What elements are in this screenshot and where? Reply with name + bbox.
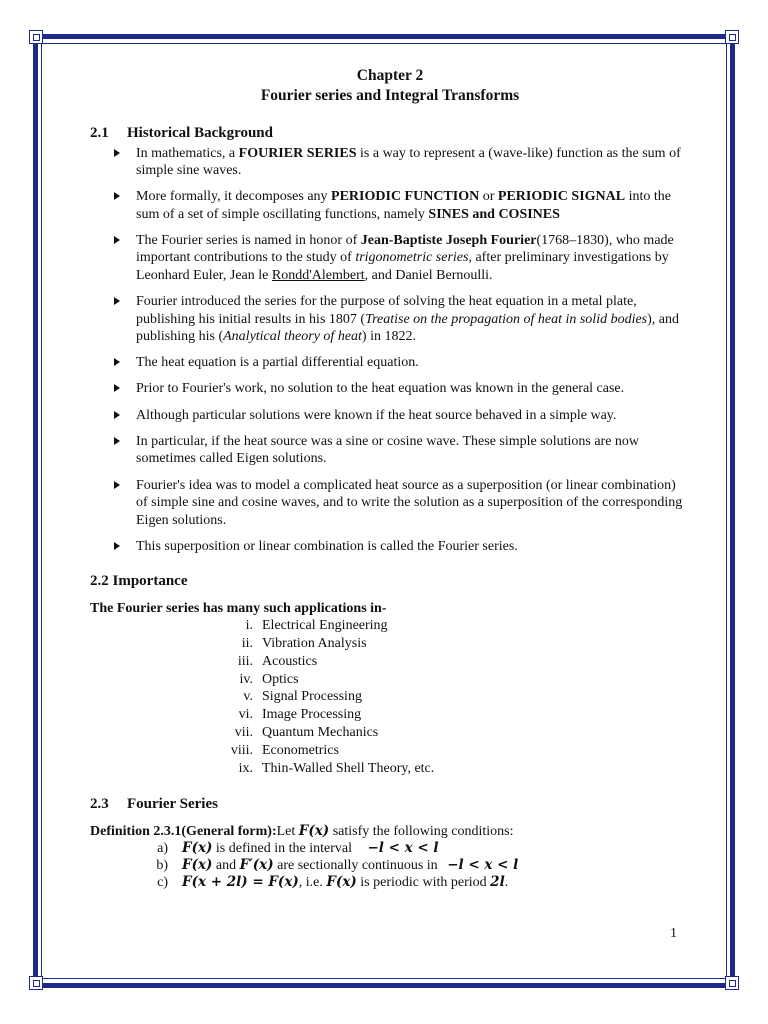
bullet-arrow-icon	[114, 236, 120, 244]
section-title: Historical Background	[127, 125, 273, 141]
bullet-arrow-icon	[114, 384, 120, 392]
section-heading-2-2: 2.2 Importance	[90, 573, 188, 590]
list-item: viii. Econometrics	[230, 742, 339, 758]
list-item: iv. Optics	[239, 671, 299, 687]
bullet-arrow-icon	[114, 358, 120, 366]
chapter-title: Fourier series and Integral Transforms	[260, 87, 520, 104]
section-number: 2.3	[90, 796, 109, 813]
border-corner-ornament	[29, 30, 43, 44]
list-item: Fourier introduced the series for the purpose of solving the heat equation in a metal plate, publishing his initial results in his 1807 (Treatise on the propagation of heat in solid bodies), and publishing his (Analytical theory of heat) in 1822.	[90, 293, 690, 346]
list-item: a) F(x) is defined in the interval −l < x < l	[157, 840, 439, 857]
section-heading-2-1	[90, 125, 690, 143]
bullet-arrow-icon	[114, 149, 120, 157]
list-item: The Fourier series is named in honor of Jean-Baptiste Joseph Fourier(1768–1830), who made important contributions to the study of trigonometric series, after preliminary investigations by Leonhard Euler, Jean le Rondd'Alembert, and Daniel Bernoulli.	[90, 232, 690, 285]
list-item: Although particular solutions were known if the heat source behaved in a simple way.	[90, 407, 690, 425]
list-item: b) F(x) and F′(x) are sectionally continuous in −l < x < l	[156, 857, 519, 874]
definition-line: Definition 2.3.1(General form):Let F(x) satisfy the following conditions:	[90, 822, 514, 839]
list-item: This superposition or linear combination is called the Fourier series.	[90, 538, 690, 556]
list-item: In mathematics, a FOURIER SERIES is a way to represent a (wave-like) function as the sum of simple sine waves.	[90, 145, 690, 180]
conditions-list	[90, 840, 690, 891]
list-item: iii. Acoustics	[237, 653, 318, 669]
list-item: v. Signal Processing	[243, 689, 362, 705]
bullet-arrow-icon	[114, 437, 120, 445]
border-corner-ornament	[29, 976, 43, 990]
list-item: In particular, if the heat source was a sine or cosine wave. These simple solutions are now sometimes called Eigen solutions.	[90, 433, 690, 468]
list-item: ii. Vibration Analysis	[241, 635, 367, 651]
bullet-arrow-icon	[114, 411, 120, 419]
chapter-number: Chapter 2	[356, 67, 424, 84]
chapter-heading	[90, 66, 690, 106]
list-item: ix. Thin-Walled Shell Theory, etc.	[238, 760, 435, 776]
border-corner-ornament	[725, 30, 739, 44]
list-item: vii. Quantum Mechanics	[234, 724, 379, 740]
list-item: More formally, it decomposes any PERIODIC FUNCTION or PERIODIC SIGNAL into the sum of a set of simple oscillating functions, namely SINES and COSINES	[90, 188, 690, 223]
list-item: The heat equation is a partial differential equation.	[90, 354, 690, 372]
border-corner-ornament	[725, 976, 739, 990]
list-item: Prior to Fourier's work, no solution to the heat equation was known in the general case.	[90, 380, 690, 398]
page-number: 1	[670, 926, 677, 941]
list-item: vi. Image Processing	[238, 707, 362, 723]
list-item: Fourier's idea was to model a complicated heat source as a superposition (or linear combination) of simple sine and cosine waves, and to write the solution as a superposition of the corresponding Eigen solutions.	[90, 477, 690, 530]
applications-lead: The Fourier series has many such applications in-	[90, 600, 387, 616]
history-bullet-list	[90, 145, 690, 556]
list-item: c) F(x + 2l) = F(x), i.e. F(x) is periodic with period 2l.	[157, 874, 509, 891]
bullet-arrow-icon	[114, 542, 120, 550]
bullet-arrow-icon	[114, 192, 120, 200]
bullet-arrow-icon	[114, 481, 120, 489]
section-heading-2-3	[90, 796, 690, 814]
document-body	[90, 66, 690, 891]
bullet-arrow-icon	[114, 297, 120, 305]
section-number: 2.1	[90, 125, 109, 141]
applications-list	[90, 617, 690, 777]
list-item: i. Electrical Engineering	[245, 618, 388, 634]
section-title: Fourier Series	[127, 796, 218, 813]
